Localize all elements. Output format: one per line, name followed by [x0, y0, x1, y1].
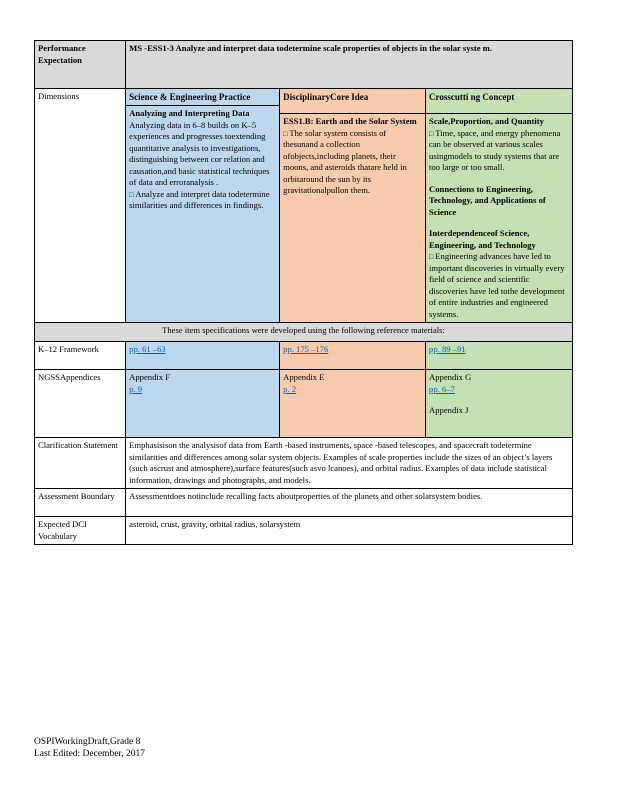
framework-dci-link[interactable]: pp. 175 –176	[283, 344, 329, 355]
dimensions-label: Dimensions	[35, 89, 126, 323]
vocabulary-label: Expected DCI Vocabulary	[35, 517, 126, 545]
footer-edited-line: Last Edited: December, 2017	[34, 748, 145, 759]
performance-expectation-text: MS -ESS1-3 Analyze and interpret data todetermine scale properties of objects in the solar syste m.	[126, 41, 573, 89]
page-footer	[34, 737, 145, 761]
vocabulary-row	[35, 517, 573, 545]
item-specification-table	[34, 40, 573, 545]
reference-note: These item specifications were developed using the following reference materials:	[35, 323, 573, 342]
science-engineering-practice-cell	[126, 89, 280, 323]
dci-subheader: ESS1.B: Earth and the Solar System	[283, 116, 417, 127]
performance-expectation-row	[35, 41, 573, 89]
framework-sep-link[interactable]: pp. 61 –63	[129, 344, 166, 355]
appendix-sep-cell	[126, 370, 280, 438]
appendix-sep-link[interactable]: p. 9	[129, 383, 143, 394]
ccc-subheader-interdependence: Interdependenceof Science, Engineering, and Technology	[429, 228, 536, 250]
framework-ccc-link[interactable]: pp. 89 –91	[429, 344, 466, 355]
reference-note-row	[35, 323, 573, 342]
appendix-ccc-title-j: Appendix J	[429, 405, 469, 416]
appendices-row	[35, 370, 573, 438]
ccc-bullet-interdependence: □ Engineering advances have led to important discoveries in virtually every field of science and scientific discoveries have led tothe development of entire industries and engineered systems.	[429, 251, 569, 320]
dci-bullet: □ The solar system consists of thesunand a collection ofobjects,including planets, their moons, and asteroids thatare held in orbitaround the sun by its gravitationalpullon them.	[283, 128, 422, 197]
disciplinary-core-idea-cell	[280, 89, 426, 323]
ccc-header: Crosscutti ng Concept	[429, 92, 515, 102]
appendix-ccc-cell	[426, 370, 573, 438]
sep-subheader: Analyzing and Interpreting Data	[129, 108, 250, 119]
appendix-ccc-title-g: Appendix G	[429, 372, 472, 383]
footer-draft-line: OSPIWorkingDraft,Grade 8	[34, 737, 141, 747]
clarification-label: Clarification Statement	[35, 438, 126, 489]
appendix-dci-link[interactable]: p. 2	[283, 383, 297, 394]
appendices-label: NGSSAppendices	[35, 370, 126, 438]
crosscutting-concept-cell	[426, 89, 573, 323]
dci-header: DisciplinaryCore Idea	[283, 92, 369, 102]
appendix-dci-title: Appendix E	[283, 372, 325, 383]
sep-body: Analyzing data in 6–8 builds on K–5 experiences and progresses toextending quantitative analysis to investigations, distinguishing between cor relation and causation,and basic statistical techniques of data and erroranalysis .	[129, 119, 270, 188]
boundary-row	[35, 489, 573, 517]
sep-bullet: □ Analyze and interpret data todetermine similarities and differences in findings.	[129, 189, 276, 212]
appendix-ccc-link[interactable]: pp. 6–7	[429, 383, 455, 394]
appendix-dci-cell	[280, 370, 426, 438]
dimensions-row	[35, 89, 573, 323]
ccc-bullet-scale: □ Time, space, and energy phenomena can be observed at various scales usingmodels to study systems that are too large or too small.	[429, 128, 569, 174]
appendix-sep-title: Appendix F	[129, 372, 170, 383]
sep-header: Science & Engineering Practice	[129, 92, 251, 102]
framework-row	[35, 342, 573, 370]
spec-page	[34, 40, 573, 545]
framework-label: K–12 Framework	[35, 342, 126, 370]
ccc-subheader-scale: Scale,Proportion, and Quantity	[429, 116, 544, 127]
boundary-text: Assessmentdoes notinclude recalling facts aboutproperties of the planets and other solarsystem bodies.	[126, 489, 573, 517]
vocabulary-text: asteroid, crust, gravity, orbital radius, solarsystem	[126, 517, 573, 545]
performance-expectation-label: Performance Expectation	[35, 41, 126, 89]
ccc-subheader-connections: Connections to Engineering, Technology, and Applications of Science	[429, 183, 546, 217]
clarification-row	[35, 438, 573, 489]
clarification-text: Emphasisison the analysisof data from Earth -based instruments, space -based telescopes, and spacecraft todetermine similarities and differences among solar system objects. Examples of scale properties include the sizes of an object’s layers (such ascrust and atmosphere),surface features(such asvo lcanoes), and orbital radius. Examples of data include statistical information, drawings and photographs, and models.	[126, 438, 573, 489]
boundary-label: Assessment Boundary	[35, 489, 126, 517]
